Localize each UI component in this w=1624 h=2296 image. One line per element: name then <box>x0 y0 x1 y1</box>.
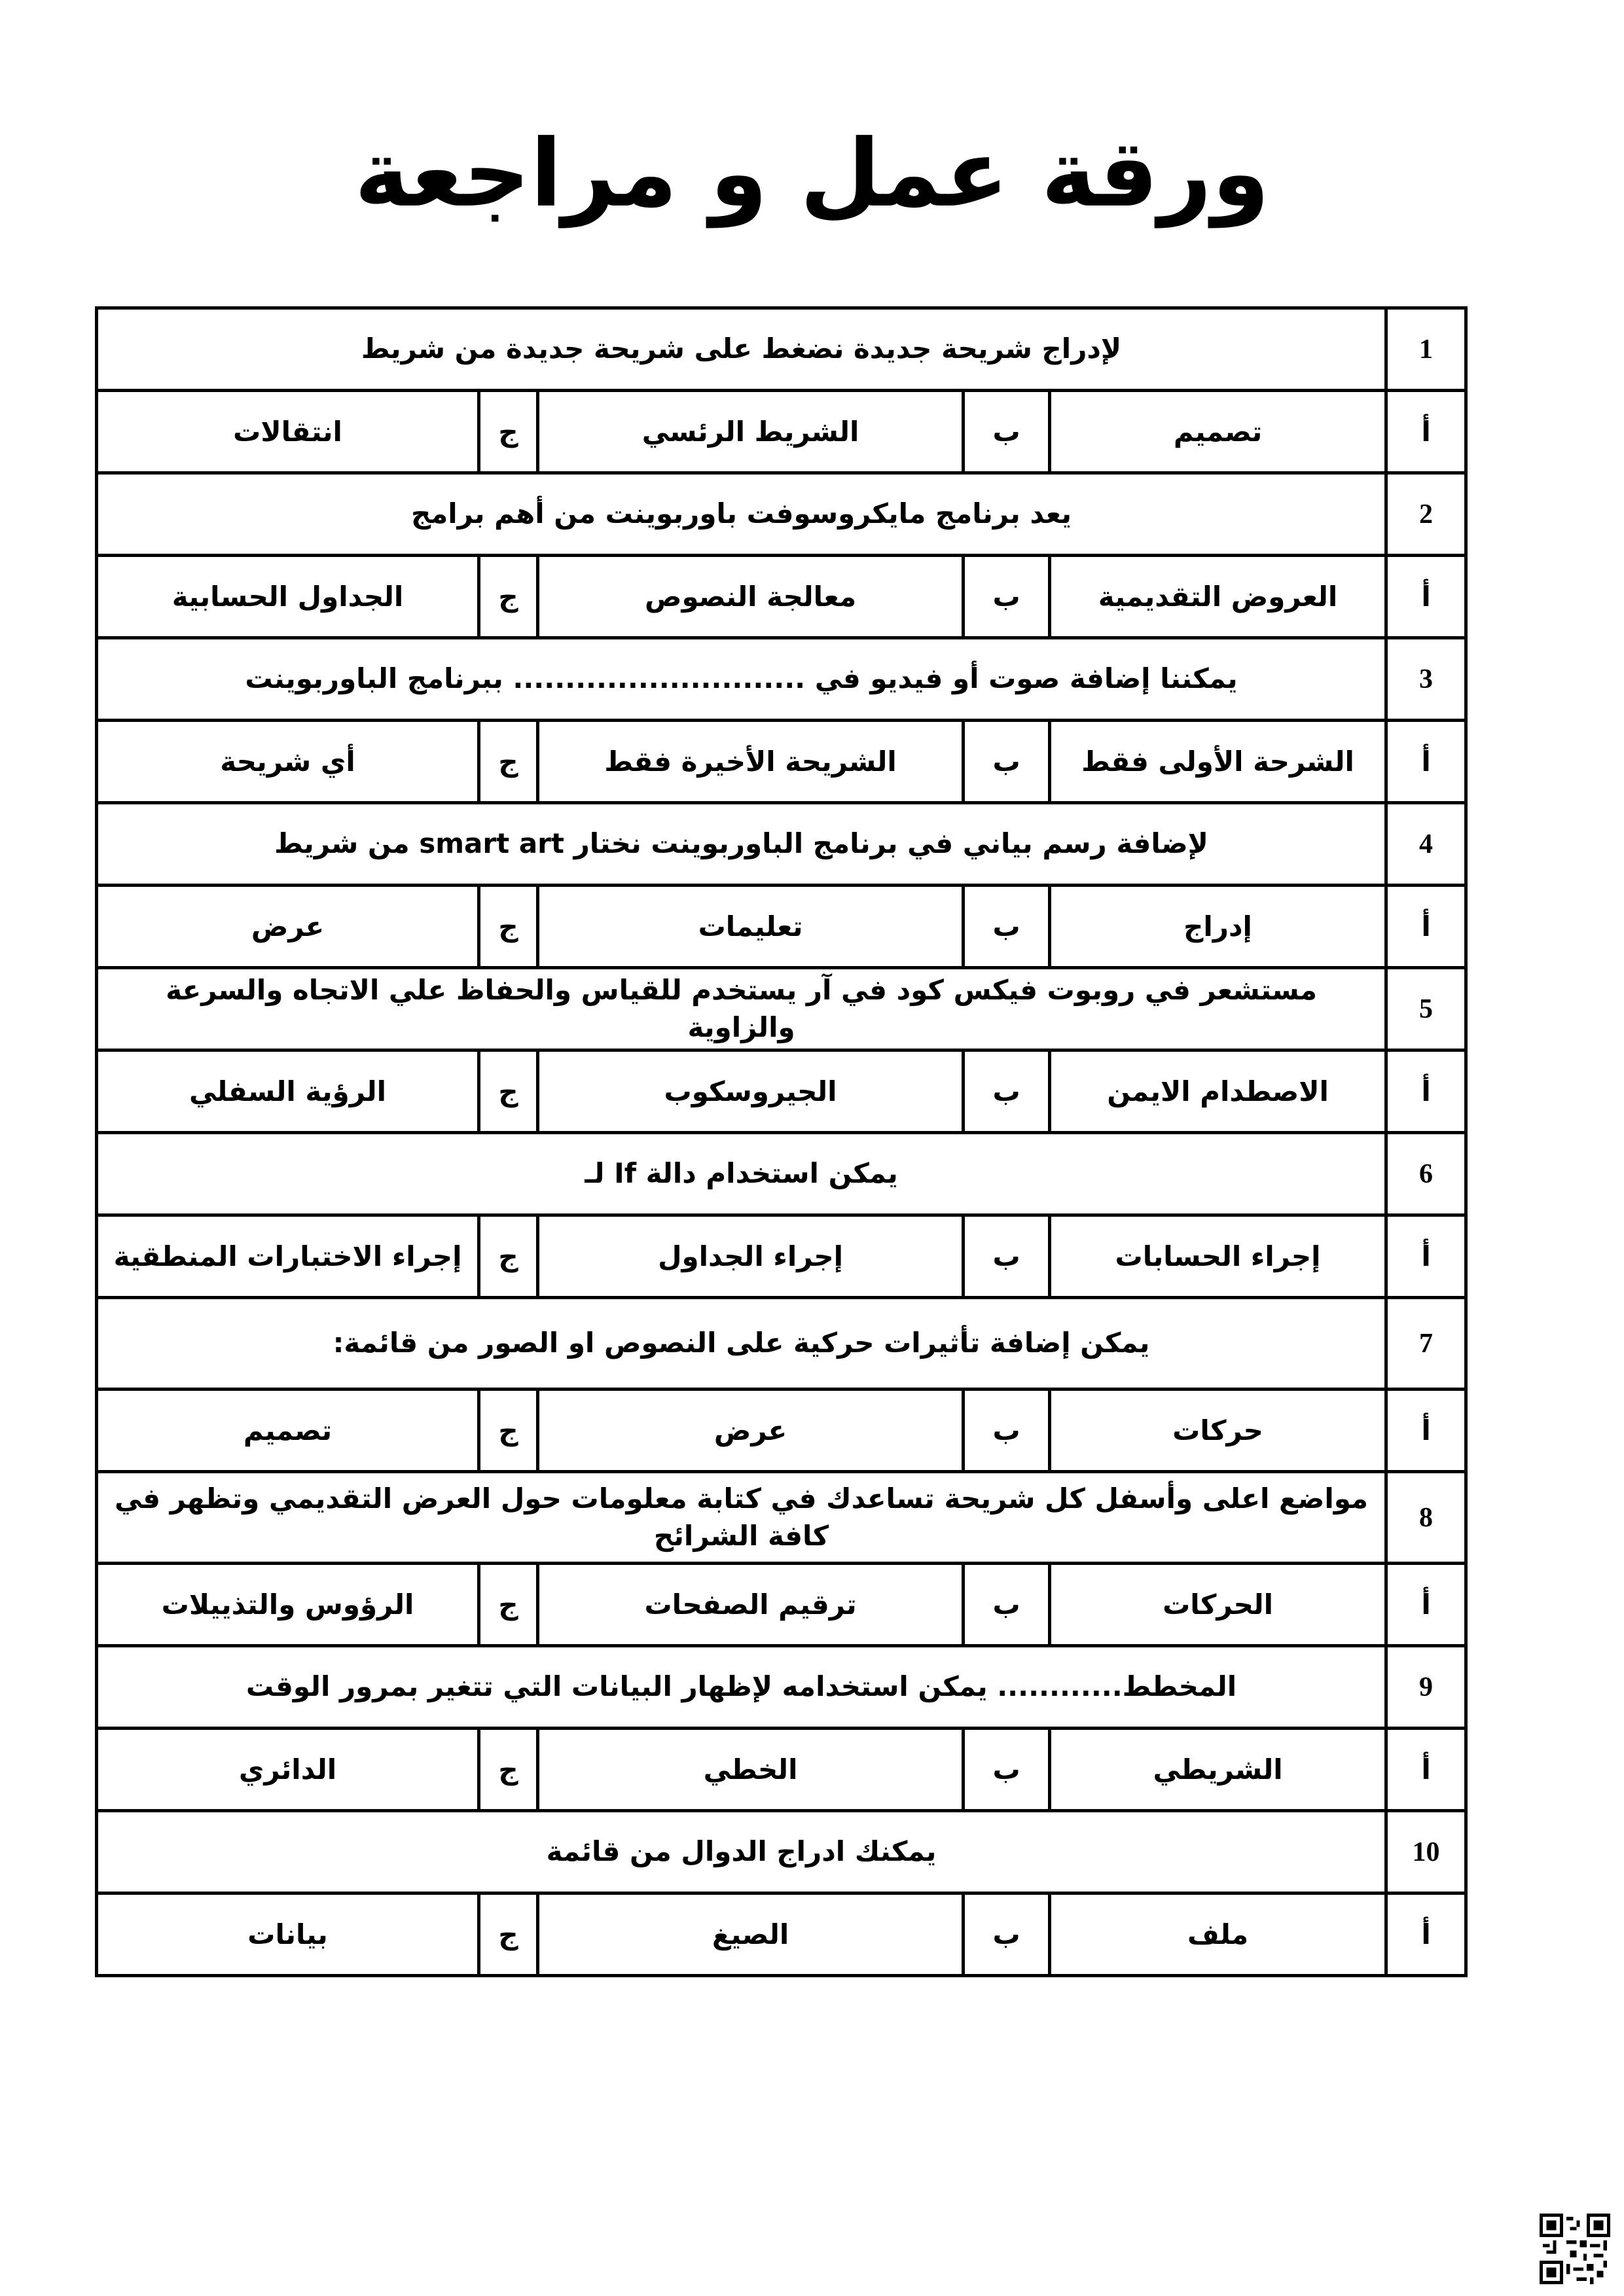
option-a: العروض التقديمية <box>1050 556 1386 638</box>
option-letter-c: ج <box>479 1215 538 1298</box>
option-letter-c: ج <box>479 886 538 968</box>
question-row <box>97 1811 1466 1893</box>
question-row <box>97 803 1466 886</box>
option-b: الشريط الرئسي <box>538 391 964 473</box>
question-row <box>97 1646 1466 1729</box>
option-a: الشرحة الأولى فقط <box>1050 721 1386 803</box>
option-letter-a: أ <box>1386 391 1466 473</box>
option-letter-a: أ <box>1386 1215 1466 1298</box>
option-b: ترقيم الصفحات <box>538 1564 964 1646</box>
option-b: الصيغ <box>538 1893 964 1976</box>
option-letter-c: ج <box>479 721 538 803</box>
option-b: تعليمات <box>538 886 964 968</box>
option-letter-c: ج <box>479 391 538 473</box>
question-row <box>97 1298 1466 1390</box>
option-b: عرض <box>538 1390 964 1472</box>
option-a: حركات <box>1050 1390 1386 1472</box>
option-letter-a: أ <box>1386 886 1466 968</box>
option-letter-a: أ <box>1386 1893 1466 1976</box>
option-letter-b: ب <box>964 556 1050 638</box>
option-letter-b: ب <box>964 1215 1050 1298</box>
qr-code-icon <box>1540 2214 1610 2284</box>
option-a: الاصطدام الايمن <box>1050 1050 1386 1133</box>
question-number: 2 <box>1386 473 1466 556</box>
option-letter-c: ج <box>479 1564 538 1646</box>
option-c: عرض <box>97 886 479 968</box>
question-text: المخطط............ يمكن استخدامه لإظهار البيانات التي تتغير بمرور الوقت <box>97 1646 1386 1729</box>
option-letter-a: أ <box>1386 1564 1466 1646</box>
question-number: 9 <box>1386 1646 1466 1729</box>
question-row <box>97 473 1466 556</box>
question-text: يمكن استخدام دالة If لـ <box>97 1133 1386 1215</box>
question-row <box>97 638 1466 721</box>
option-letter-b: ب <box>964 391 1050 473</box>
option-letter-b: ب <box>964 1050 1050 1133</box>
option-letter-a: أ <box>1386 556 1466 638</box>
question-number: 10 <box>1386 1811 1466 1893</box>
question-text: لإدراج شريحة جديدة نضغط على شريحة جديدة من شريط <box>97 308 1386 391</box>
page-title: ورقة عمل و مراجعة <box>354 120 1270 228</box>
option-b: إجراء الجداول <box>538 1215 964 1298</box>
question-number: 6 <box>1386 1133 1466 1215</box>
question-row <box>97 308 1466 391</box>
option-c: أي شريحة <box>97 721 479 803</box>
option-a: الشريطي <box>1050 1729 1386 1811</box>
question-row <box>97 1133 1466 1215</box>
options-row <box>97 1729 1466 1811</box>
question-row <box>97 1472 1466 1564</box>
option-letter-c: ج <box>479 556 538 638</box>
option-a: إدراج <box>1050 886 1386 968</box>
option-c: تصميم <box>97 1390 479 1472</box>
option-b: الشريحة الأخيرة فقط <box>538 721 964 803</box>
question-text: يمكنك ادراج الدوال من قائمة <box>97 1811 1386 1893</box>
option-letter-c: ج <box>479 1729 538 1811</box>
option-letter-b: ب <box>964 886 1050 968</box>
options-row <box>97 1390 1466 1472</box>
question-text: مستشعر في روبوت فيكس كود في آر يستخدم للقياس والحفاظ علي الاتجاه والسرعة والزاوية <box>97 968 1386 1050</box>
question-number: 7 <box>1386 1298 1466 1390</box>
options-row <box>97 886 1466 968</box>
options-row <box>97 1893 1466 1976</box>
option-letter-b: ب <box>964 1390 1050 1472</box>
question-number: 3 <box>1386 638 1466 721</box>
option-letter-c: ج <box>479 1390 538 1472</box>
option-c: الجداول الحسابية <box>97 556 479 638</box>
question-number: 1 <box>1386 308 1466 391</box>
question-row <box>97 968 1466 1050</box>
option-letter-c: ج <box>479 1893 538 1976</box>
question-number: 5 <box>1386 968 1466 1050</box>
option-letter-b: ب <box>964 1729 1050 1811</box>
option-letter-c: ج <box>479 1050 538 1133</box>
options-row <box>97 1564 1466 1646</box>
options-row <box>97 1050 1466 1133</box>
option-c: الرؤية السفلي <box>97 1050 479 1133</box>
options-row <box>97 391 1466 473</box>
question-text: يعد برنامج مايكروسوفت باوربوينت من أهم برامج <box>97 473 1386 556</box>
option-letter-a: أ <box>1386 1729 1466 1811</box>
option-letter-b: ب <box>964 1893 1050 1976</box>
option-c: الدائري <box>97 1729 479 1811</box>
option-a: إجراء الحسابات <box>1050 1215 1386 1298</box>
question-number: 8 <box>1386 1472 1466 1564</box>
options-row <box>97 1215 1466 1298</box>
option-c: بيانات <box>97 1893 479 1976</box>
option-letter-a: أ <box>1386 1390 1466 1472</box>
options-row <box>97 721 1466 803</box>
options-row <box>97 556 1466 638</box>
option-letter-b: ب <box>964 721 1050 803</box>
option-a: تصميم <box>1050 391 1386 473</box>
question-text: يمكننا إضافة صوت أو فيديو في ............................ ببرنامج الباوربوينت <box>97 638 1386 721</box>
option-letter-a: أ <box>1386 1050 1466 1133</box>
option-a: الحركات <box>1050 1564 1386 1646</box>
option-letter-b: ب <box>964 1564 1050 1646</box>
option-c: انتقالات <box>97 391 479 473</box>
question-text: يمكن إضافة تأثيرات حركية على النصوص او الصور من قائمة: <box>97 1298 1386 1390</box>
option-c: إجراء الاختبارات المنطقية <box>97 1215 479 1298</box>
option-c: الرؤوس والتذييلات <box>97 1564 479 1646</box>
option-a: ملف <box>1050 1893 1386 1976</box>
worksheet-table <box>95 306 1468 1977</box>
option-b: الجيروسكوب <box>538 1050 964 1133</box>
question-text: مواضع اعلى وأسفل كل شريحة تساعدك في كتابة معلومات حول العرض التقديمي وتظهر في كافة الشرائح <box>97 1472 1386 1564</box>
option-letter-a: أ <box>1386 721 1466 803</box>
question-text: لإضافة رسم بياني في برنامج الباوربوينت نختار smart art من شريط <box>97 803 1386 886</box>
option-b: الخطي <box>538 1729 964 1811</box>
option-b: معالجة النصوص <box>538 556 964 638</box>
question-number: 4 <box>1386 803 1466 886</box>
